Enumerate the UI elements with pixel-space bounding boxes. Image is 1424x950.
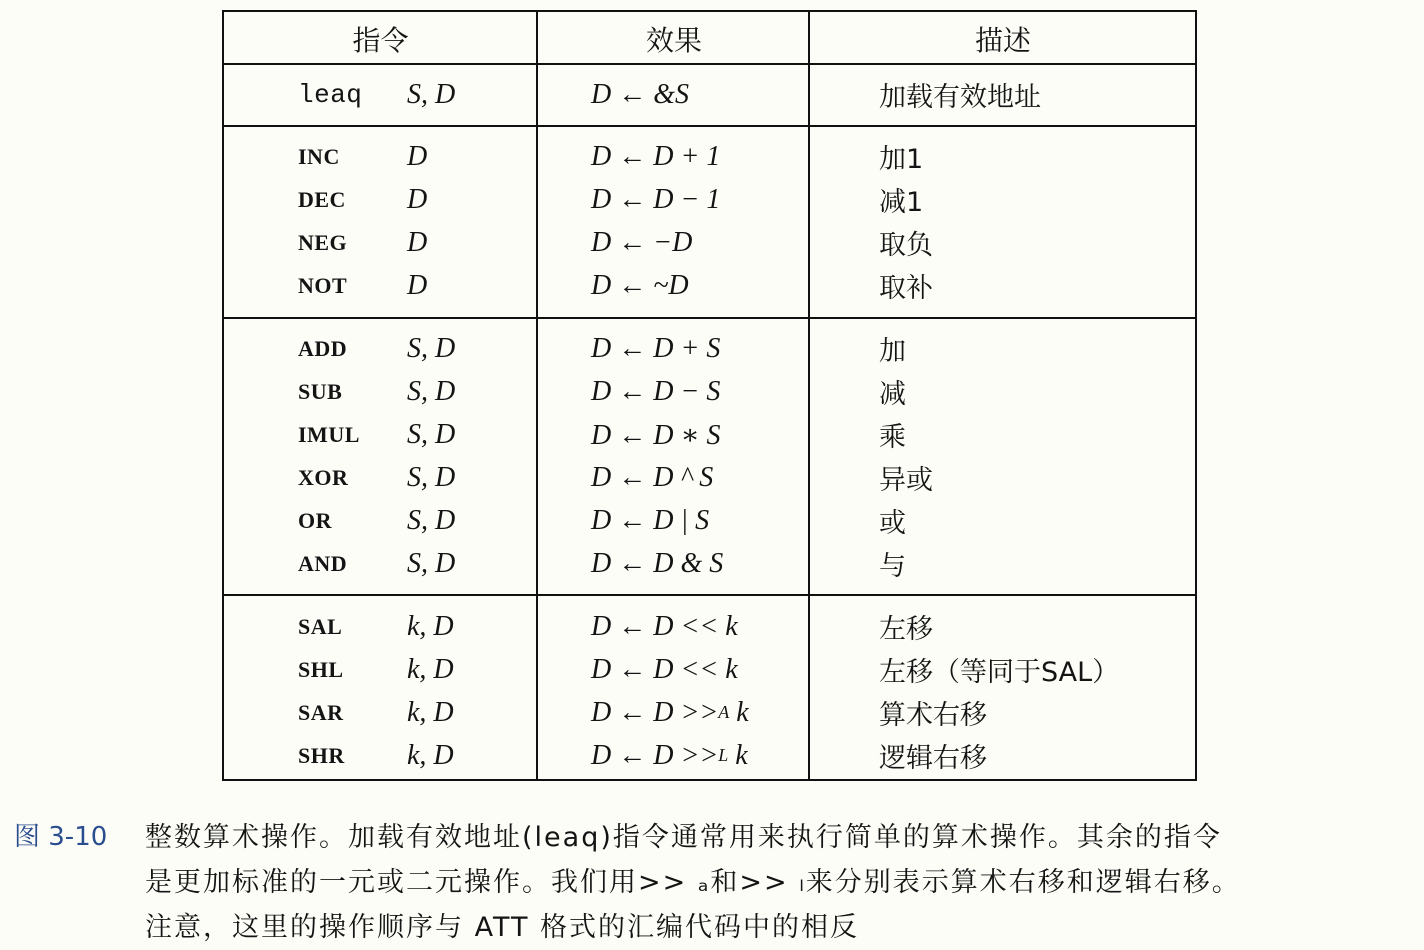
effect: D ← −D: [591, 226, 693, 258]
operands: S, D: [407, 547, 456, 579]
description: 或: [879, 508, 906, 539]
table-row: [224, 221, 1195, 264]
operands: S, D: [407, 78, 456, 110]
operands: D: [407, 183, 428, 215]
effect-subscript: A: [718, 702, 730, 722]
effect: D ← D & S: [591, 547, 724, 579]
operands: D: [407, 226, 428, 258]
mnemonic: ADD: [298, 335, 348, 361]
operands: k, D: [407, 696, 454, 728]
description: 算术右移: [879, 700, 987, 731]
caption-line: 是更加标准的一元或二元操作。我们用>> ₐ和>> ₗ来分别表示算术右移和逻辑右移。: [145, 867, 1241, 898]
effect-main: D ← D >>: [591, 739, 719, 771]
table-row: [224, 456, 1195, 499]
mnemonic: DEC: [298, 186, 346, 212]
table-row: [224, 734, 1195, 777]
operands: k, D: [407, 739, 454, 771]
description: 与: [879, 551, 906, 582]
mnemonic: IMUL: [298, 421, 360, 447]
group-divider: [224, 594, 1195, 596]
header-instruction: 指令: [352, 23, 409, 57]
description: 左移（等同于SAL）: [879, 657, 1120, 688]
operands: k, D: [407, 653, 454, 685]
description: 减: [879, 379, 906, 410]
caption-line: 整数算术操作。加载有效地址(leaq)指令通常用来执行简单的算术操作。其余的指令: [145, 822, 1222, 853]
description: 加: [879, 336, 906, 367]
operands: S, D: [407, 332, 456, 364]
effect-subscript: L: [718, 745, 729, 765]
description: 乘: [879, 422, 906, 453]
table-row: [224, 499, 1195, 542]
description: 取负: [879, 230, 933, 261]
header-divider: [224, 63, 1195, 65]
table-row: [224, 648, 1195, 691]
effect: D ← D << k: [591, 653, 738, 685]
effect: D ← D + S: [591, 332, 721, 364]
table-row: [224, 178, 1195, 221]
effect: D ← D − S: [591, 375, 721, 407]
table-row: [224, 691, 1195, 734]
caption-text: [145, 815, 1415, 950]
caption-line: 注意，这里的操作顺序与 ATT 格式的汇编代码中的相反: [145, 912, 860, 943]
mnemonic: NEG: [298, 229, 348, 255]
effect: D ← D ∗ S: [591, 419, 721, 451]
mnemonic: SHL: [298, 656, 344, 682]
operands: S, D: [407, 418, 456, 450]
description: 加载有效地址: [879, 82, 1041, 113]
operands: S, D: [407, 375, 456, 407]
description: 加1: [879, 144, 924, 175]
effect: D ← D + 1: [591, 140, 721, 172]
effect-tail: k: [729, 696, 749, 728]
table-row: [224, 413, 1195, 456]
mnemonic: SAR: [298, 699, 344, 725]
group-divider: [224, 125, 1195, 127]
operands: D: [407, 140, 428, 172]
table-row: [224, 370, 1195, 413]
effect: [591, 734, 748, 777]
description: 异或: [879, 465, 933, 496]
description: 取补: [879, 273, 933, 304]
header-effect: 效果: [645, 23, 702, 57]
table-row: [224, 264, 1195, 307]
effect: D ← D ^ S: [591, 461, 714, 493]
mnemonic: INC: [298, 143, 340, 169]
effect: D ← &S: [591, 78, 689, 110]
group-divider: [224, 317, 1195, 319]
mnemonic: OR: [298, 507, 332, 533]
table-row: [224, 542, 1195, 585]
table-row: [224, 327, 1195, 370]
description: 逻辑右移: [879, 743, 987, 774]
effect: [591, 691, 749, 734]
effect: D ← D | S: [591, 504, 710, 536]
effect: D ← ~D: [591, 269, 689, 301]
table-row: [224, 605, 1195, 648]
mnemonic: SAL: [298, 613, 343, 639]
effect: D ← D − 1: [591, 183, 721, 215]
mnemonic: SHR: [298, 742, 345, 768]
operands: S, D: [407, 461, 456, 493]
effect-tail: k: [728, 739, 748, 771]
header-description: 描述: [974, 23, 1031, 57]
mnemonic: AND: [298, 550, 348, 576]
operands: S, D: [407, 504, 456, 536]
mnemonic: NOT: [298, 272, 348, 298]
effect: D ← D << k: [591, 610, 738, 642]
mnemonic: leaq: [298, 79, 363, 110]
figure-label: 图 3-10: [14, 822, 108, 852]
table-row: [224, 135, 1195, 178]
mnemonic: XOR: [298, 464, 349, 490]
table-row: [224, 73, 1195, 116]
operands: k, D: [407, 610, 454, 642]
mnemonic: SUB: [298, 378, 343, 404]
instruction-table: [222, 10, 1197, 781]
effect-main: D ← D >>: [591, 696, 719, 728]
description: 减1: [879, 187, 924, 218]
description: 左移: [879, 614, 933, 645]
operands: D: [407, 269, 428, 301]
